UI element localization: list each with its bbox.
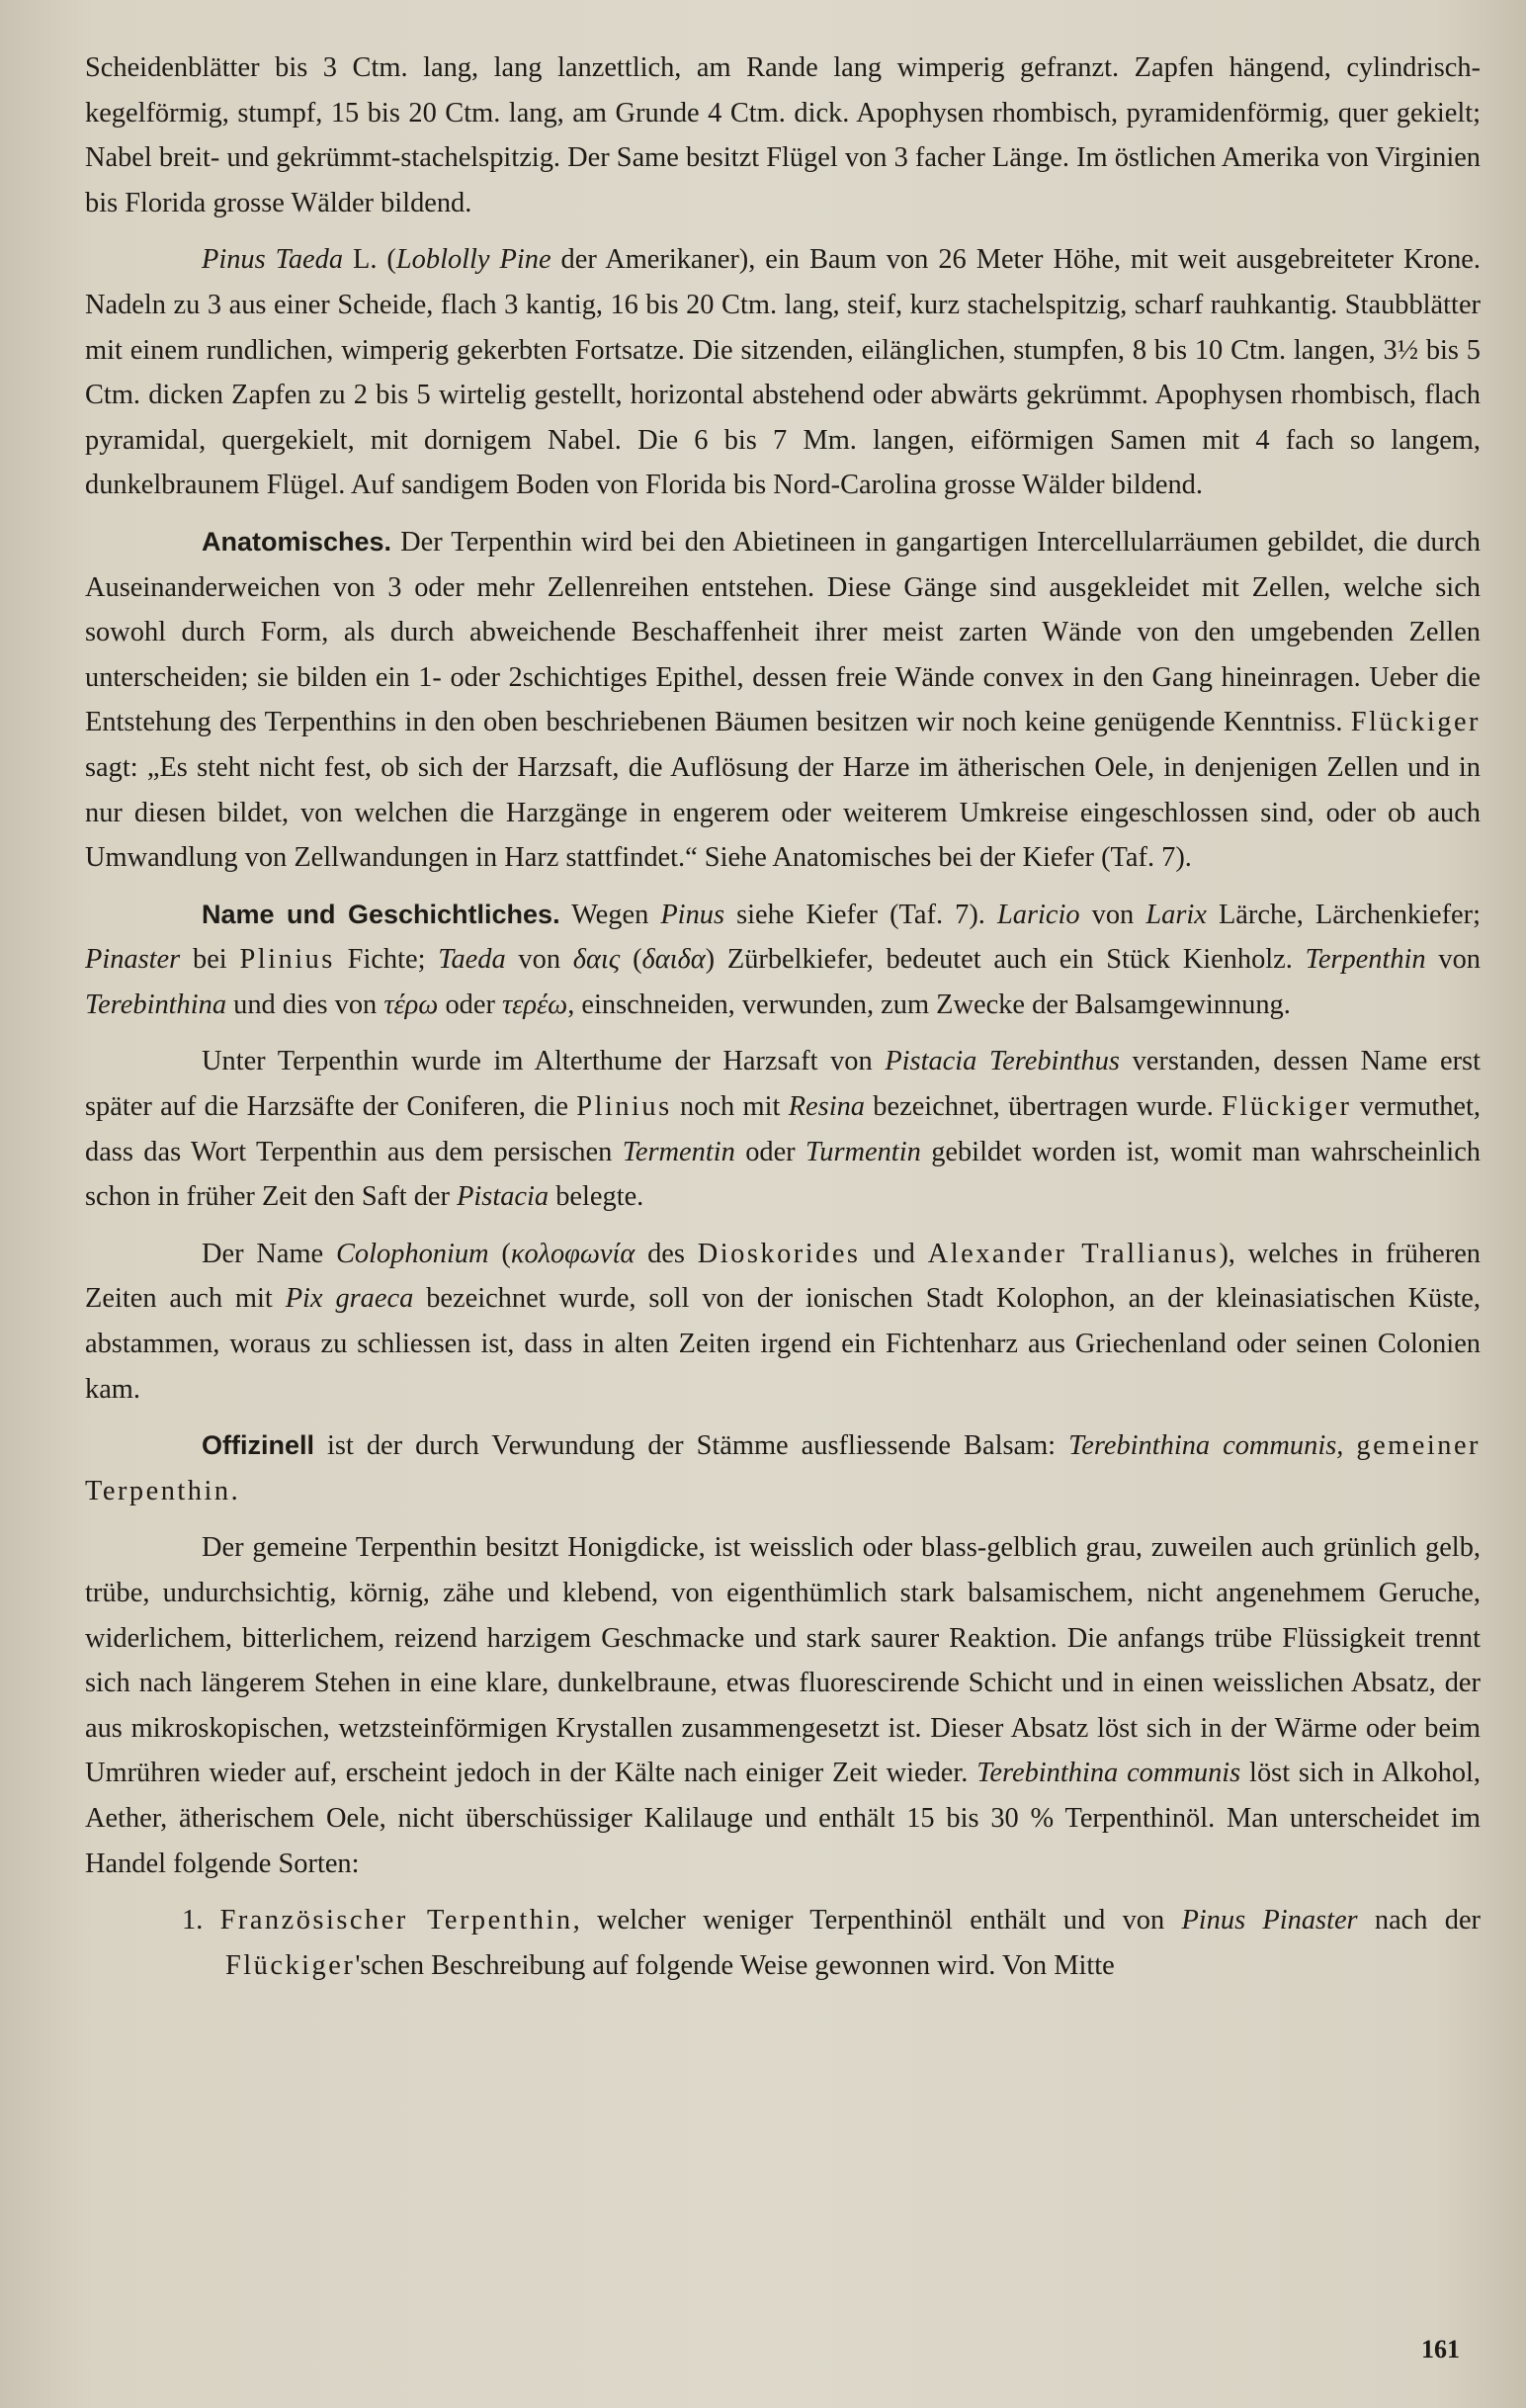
list-number: 1. bbox=[182, 1905, 220, 1936]
paragraph-pinus-description: Scheidenblätter bis 3 Ctm. lang, lang lanzettlich, am Rande lang wimperig gefranzt. Zapfen hängend, cylindrisch-kegelförmig, stumpf, 15 bis 20 Ctm. lang, am Grunde 4 Ctm. dick. Apophysen rhombisch, pyramidenförmig, quer gekielt; Nabel breit- und gekrümmt-stachelspitzig. Der Same besitzt Flügel von 3 facher Länge. Im östlichen Amerika von Virginien bis Florida grosse Wälder bildend. bbox=[85, 52, 1481, 218]
paragraph-colophonium: Der Name Colophonium (κολοφωνία des Dioskorides und Alexander Trallianus), welches in früheren Zeiten auch mit Pix graeca bezeichnet wurde, soll von der ionischen Stadt Kolophon, an der kleinasiatischen Küste, abstammen, woraus zu schliessen ist, dass in alten Zeiten irgend ein Fichtenharz aus Griechenland oder seinen Colonien kam. bbox=[85, 1238, 1481, 1405]
page-body bbox=[85, 45, 1481, 2000]
section-heading: Offizinell bbox=[202, 1430, 314, 1461]
paragraph-anatomisches: Anatomisches. Der Terpenthin wird bei den Abietineen in gangartigen Intercellularräumen gebildet, die durch Auseinanderweichen von 3 oder mehr Zellenreihen entstehen. Diese Gänge sind ausgekleidet mit Zellen, welche sich sowohl durch Form, als durch abweichende Beschaffenheit ihrer meist zarten Wände von den umgebenden Zellen unterscheiden; sie bilden ein 1- oder 2schichtiges Epithel, dessen freie Wände convex in den Gang hineinragen. Ueber die Entstehung des Terpenthins in den oben beschriebenen Bäumen besitzen wir noch keine genügende Kenntniss. Flückiger sagt: „Es steht nicht fest, ob sich der Harzsaft, die Auflösung der Harze im ätherischen Oele, in denjenigen Zellen und in nur diesen bildet, von welchen die Harzgänge in engerem oder weiterem Umkreise eingeschlossen sind, oder ob auch Umwandlung von Zellwandungen in Harz stattfindet.“ Siehe Anatomisches bei der Kiefer (Taf. 7). bbox=[85, 526, 1481, 874]
paragraph-offizinell: Offizinell ist der durch Verwundung der Stämme ausfliessende Balsam: Terebinthina communis, gemeiner Terpenthin. bbox=[85, 1430, 1481, 1506]
page-number: 161 bbox=[1421, 2335, 1460, 2364]
species-name: Pinus Taeda bbox=[202, 244, 344, 276]
paragraph-gemeiner-terpenthin: Der gemeine Terpenthin besitzt Honigdicke, ist weisslich oder blass-gelblich grau, zuweilen auch grünlich gelb, trübe, undurchsichtig, körnig, zähe und klebend, von eigenthümlich stark balsamischem, nicht angenehmem Geruche, widerlichem, bitterlichem, reizend harzigem Geschmacke und stark saurer Reaktion. Die anfangs trübe Flüssigkeit trennt sich nach längerem Stehen in eine klare, dunkelbraune, etwas fluorescirende Schicht und in einen weisslichen Absatz, der aus mikroskopischen, wetzsteinförmigen Krystallen zusammengesetzt ist. Dieser Absatz löst sich in der Wärme oder beim Umrühren wieder auf, erscheint jedoch in der Kälte nach einiger Zeit wieder. Terebinthina communis löst sich in Alkohol, Aether, ätherischem Oele, nicht überschüssiger Kalilauge und enthält 15 bis 30 % Terpenthinöl. Man unterscheidet im Handel folgende Sorten: bbox=[85, 1532, 1481, 1879]
list-item: 1. Französischer Terpenthin, welcher weniger Terpenthinöl enthält und von Pinus Pinaster nach der Flückiger'schen Beschreibung auf folgende Weise gewonnen wird. Von Mitte bbox=[182, 1905, 1481, 1981]
paragraph-pinus-taeda: Pinus Taeda L. (Loblolly Pine der Amerikaner), ein Baum von 26 Meter Höhe, mit weit ausgebreiteter Krone. Nadeln zu 3 aus einer Scheide, flach 3 kantig, 16 bis 20 Ctm. lang, steif, kurz stachelspitzig, scharf rauhkantig. Staubblätter mit einem rundlichen, wimperig gekerbten Fortsatze. Die sitzenden, eilänglichen, stumpfen, 8 bis 10 Ctm. langen, 3½ bis 5 Ctm. dicken Zapfen zu 2 bis 5 wirtelig gestellt, horizontal abstehend oder abwärts gekrümmt. Apophysen rhombisch, flach pyramidal, quergekielt, mit dornigem Nabel. Die 6 bis 7 Mm. langen, eiförmigen Samen mit 4 fach so langem, dunkelbraunem Flügel. Auf sandigem Boden von Florida bis Nord-Carolina grosse Wälder bildend. bbox=[85, 244, 1482, 501]
section-heading: Anatomisches. bbox=[202, 526, 392, 557]
paragraph-terpenthin-history: Unter Terpenthin wurde im Alterthume der Harzsaft von Pistacia Terebinthus verstanden, dessen Name erst später auf die Harzsäfte der Coniferen, die Plinius noch mit Resina bezeichnet, übertragen wurde. Flückiger vermuthet, dass das Wort Terpenthin aus dem persischen Termentin oder Turmentin gebildet worden ist, womit man wahrscheinlich schon in früher Zeit den Saft der Pistacia belegte. bbox=[85, 1046, 1482, 1213]
paragraph-name-geschichtliches: Name und Geschichtliches. Wegen Pinus siehe Kiefer (Taf. 7). Laricio von Larix Lärche, Lärchenkiefer; Pinaster bei Plinius Fichte; Taeda von δαις (δαιδα) Zürbelkiefer, bedeutet auch ein Stück Kienholz. Terpenthin von Terebinthina und dies von τέρω oder τερέω, einschneiden, verwunden, zum Zwecke der Balsamgewinnung. bbox=[85, 899, 1482, 1020]
common-name: Loblolly Pine bbox=[395, 244, 551, 276]
section-heading: Name und Geschichtliches. bbox=[202, 899, 560, 929]
